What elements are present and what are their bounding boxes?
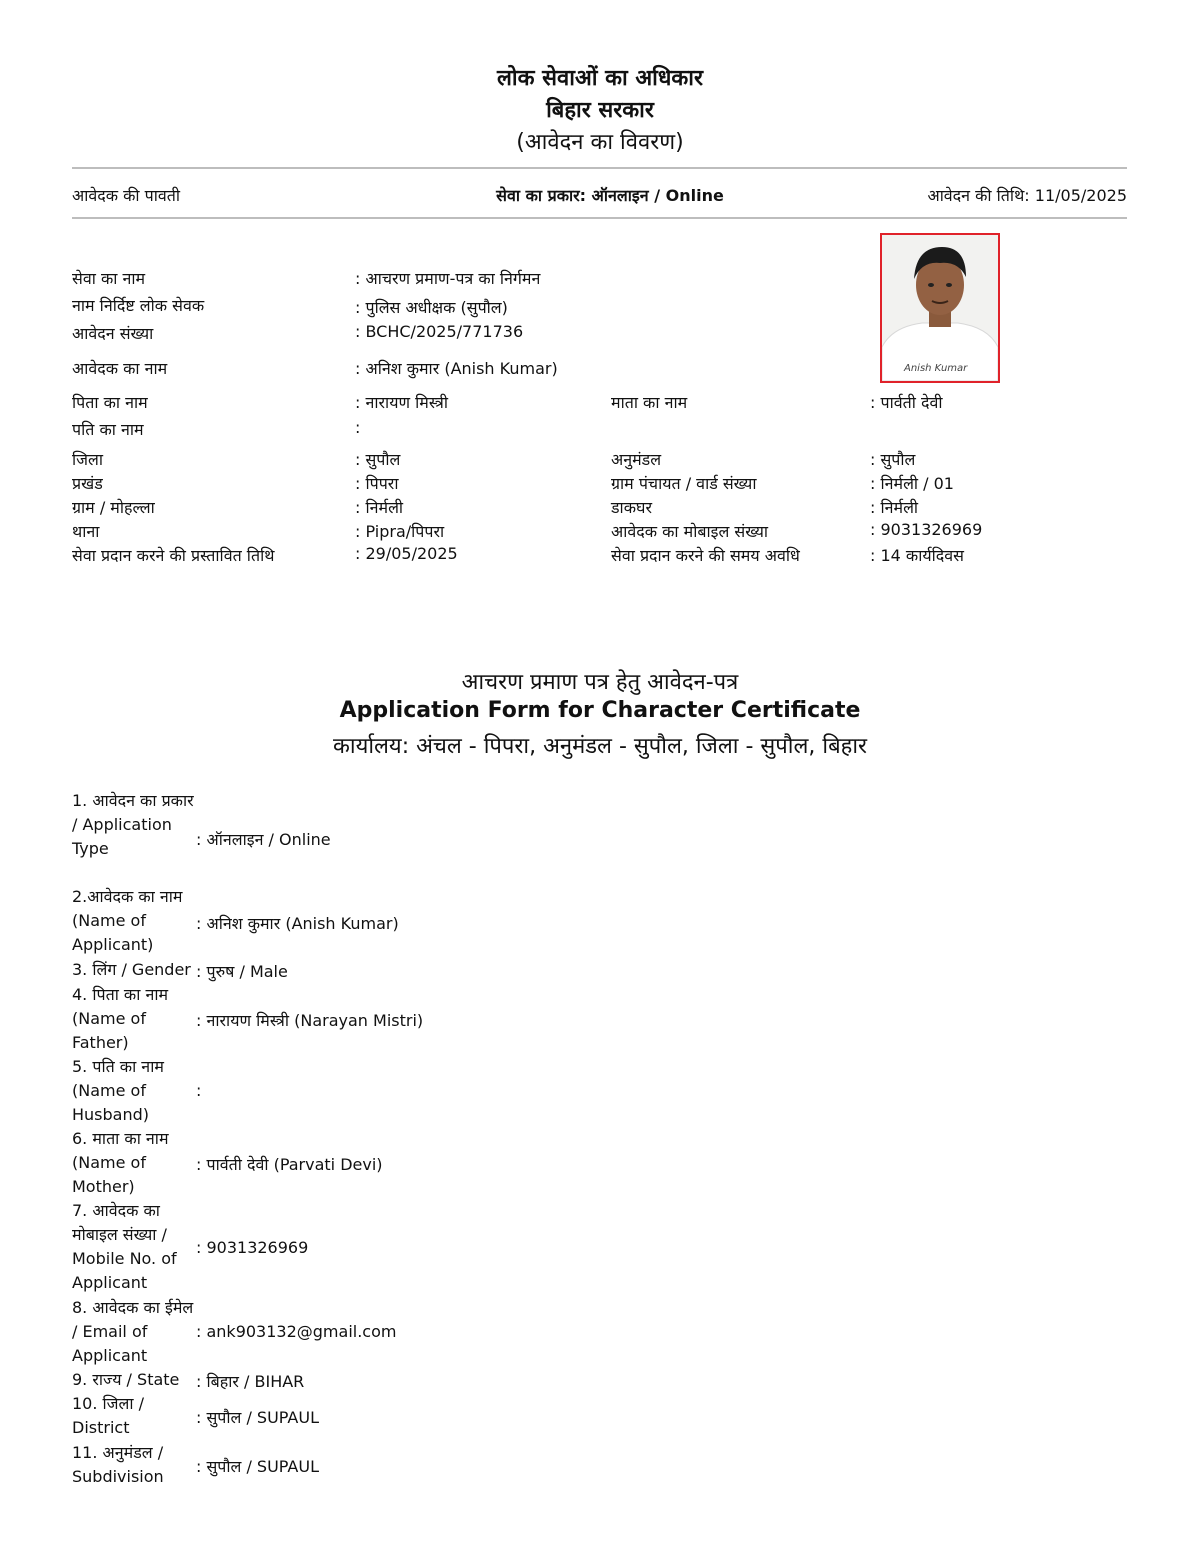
field-husband-name-label: 5. पति का नाम (Name of Husband) xyxy=(72,1057,164,1124)
field-email-value: : ank903132@gmail.com xyxy=(196,1322,397,1341)
field-application-type-value: : ऑनलाइन / Online xyxy=(196,830,331,849)
field-mobile-label: 7. आवेदक का मोबाइल संख्या / Mobile No. of Applicant xyxy=(72,1201,177,1292)
label-panchayat-ward: ग्राम पंचायत / वार्ड संख्या xyxy=(611,474,757,493)
top-divider xyxy=(72,167,1127,169)
label-block: प्रखंड xyxy=(72,474,103,493)
field-mother-name-value: : पार्वती देवी (Parvati Devi) xyxy=(196,1155,383,1174)
field-district-label: 10. जिला / District xyxy=(72,1394,145,1437)
label-applicant-name: आवेदक का नाम xyxy=(72,359,168,378)
field-husband-name-value: : xyxy=(196,1081,202,1100)
header-line-3: (आवेदन का विवरण) xyxy=(516,130,684,155)
bottom-divider xyxy=(72,217,1127,219)
value-subdivision: : सुपौल xyxy=(870,450,916,469)
form-office: कार्यालय: अंचल - पिपरा, अनुमंडल - सुपौल, जिला - सुपौल, बिहार xyxy=(332,734,868,759)
header-line-2 xyxy=(0,94,1200,124)
field-father-name-label: 4. पिता का नाम (Name of Father) xyxy=(72,985,169,1052)
field-district-value: : सुपौल / SUPAUL xyxy=(196,1408,319,1427)
receipt-label: आवेदक की पावती xyxy=(72,186,181,205)
label-district: जिला xyxy=(72,450,104,469)
value-police-station: : Pipra/पिपरा xyxy=(355,522,445,541)
label-husband-name: पति का नाम xyxy=(72,420,144,439)
label-service-period: सेवा प्रदान करने की समय अवधि xyxy=(611,546,800,565)
field-father-name-value: : नारायण मिस्त्री (Narayan Mistri) xyxy=(196,1011,424,1030)
photo-shirt-text: Anish Kumar xyxy=(904,363,968,374)
header-line-2-text: बिहार सरकार xyxy=(546,98,654,123)
value-proposed-date: : 29/05/2025 xyxy=(355,544,458,563)
label-application-number: आवेदन संख्या xyxy=(72,324,154,343)
field-mobile-value: : 9031326969 xyxy=(196,1238,309,1257)
label-police-station: थाना xyxy=(72,522,100,541)
value-panchayat-ward: : निर्मली / 01 xyxy=(870,474,954,493)
label-designated-officer: नाम निर्दिष्ट लोक सेवक xyxy=(72,296,205,315)
label-proposed-date: सेवा प्रदान करने की प्रस्तावित तिथि xyxy=(72,546,275,565)
application-date: आवेदन की तिथि: 11/05/2025 xyxy=(927,186,1127,205)
value-designated-officer: : पुलिस अधीक्षक (सुपौल) xyxy=(355,298,508,317)
value-service-name: : आचरण प्रमाण-पत्र का निर्गमन xyxy=(355,269,541,288)
value-block: : पिपरा xyxy=(355,474,399,493)
field-gender-value: : पुरुष / Male xyxy=(196,962,288,981)
label-village: ग्राम / मोहल्ला xyxy=(72,498,155,517)
field-mother-name-label: 6. माता का नाम (Name of Mother) xyxy=(72,1129,169,1196)
service-type: सेवा का प्रकार: ऑनलाइन / Online xyxy=(496,186,724,205)
field-subdivision-label: 11. अनुमंडल / Subdivision xyxy=(72,1443,164,1486)
form-title-english: Application Form for Character Certificate xyxy=(339,698,861,723)
form-title-hindi: आचरण प्रमाण पत्र हेतु आवेदन-पत्र xyxy=(461,670,739,695)
value-village: : निर्मली xyxy=(355,498,404,517)
header-line-1: लोक सेवाओं का अधिकार xyxy=(497,66,703,91)
label-mother-name: माता का नाम xyxy=(611,393,688,412)
applicant-photo xyxy=(880,233,1000,383)
field-gender-label: 3. लिंग / Gender xyxy=(72,960,191,979)
field-email-label: 8. आवेदक का ईमेल / Email of Applicant xyxy=(72,1298,194,1365)
field-state-value: : बिहार / BIHAR xyxy=(196,1372,305,1391)
value-mother-name: : पार्वती देवी xyxy=(870,393,943,412)
value-post-office: : निर्मली xyxy=(870,498,919,517)
label-post-office: डाकघर xyxy=(611,498,652,517)
label-father-name: पिता का नाम xyxy=(72,393,148,412)
value-father-name: : नारायण मिस्त्री xyxy=(355,393,449,412)
applicant-photo-svg xyxy=(882,235,998,381)
field-applicant-name-label: 2.आवेदक का नाम (Name of Applicant) xyxy=(72,887,183,954)
label-service-name: सेवा का नाम xyxy=(72,269,146,288)
value-husband-name: : xyxy=(355,418,361,437)
field-subdivision-value: : सुपौल / SUPAUL xyxy=(196,1457,319,1476)
field-state-label: 9. राज्य / State xyxy=(72,1370,180,1389)
field-applicant-name-value: : अनिश कुमार (Anish Kumar) xyxy=(196,914,399,933)
value-service-period: : 14 कार्यदिवस xyxy=(870,546,964,565)
label-subdivision: अनुमंडल xyxy=(611,450,662,469)
value-application-number: : BCHC/2025/771736 xyxy=(355,322,524,341)
value-district: : सुपौल xyxy=(355,450,401,469)
label-mobile: आवेदक का मोबाइल संख्या xyxy=(611,522,769,541)
value-mobile: : 9031326969 xyxy=(870,520,983,539)
value-applicant-name: : अनिश कुमार (Anish Kumar) xyxy=(355,359,558,378)
field-application-type-label: 1. आवेदन का प्रकार / Application Type xyxy=(72,791,194,858)
